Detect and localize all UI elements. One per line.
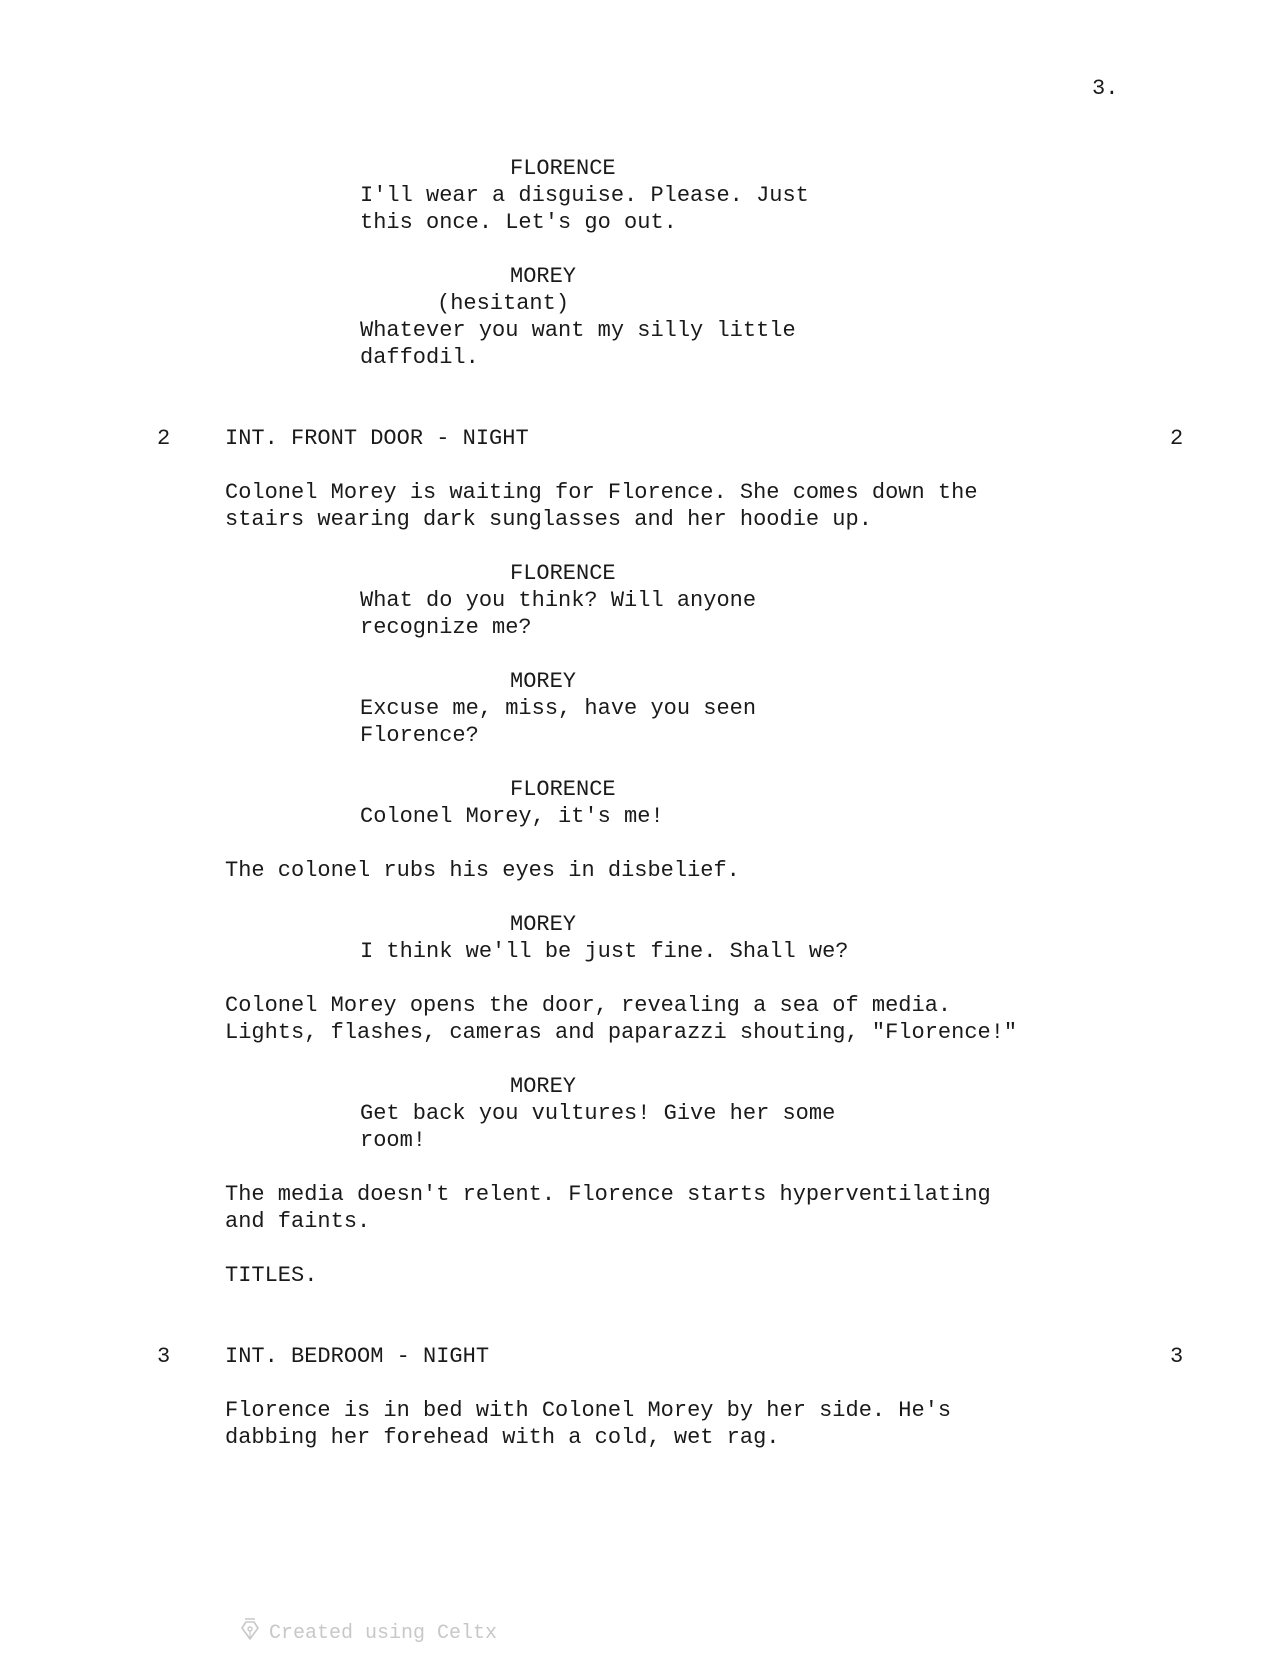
dialogue-line: I think we'll be just fine. Shall we? [360, 939, 849, 964]
scene-number-right: 2 [1170, 426, 1184, 451]
character-name: FLORENCE [510, 777, 616, 802]
character-name: MOREY [510, 264, 577, 289]
dialogue-line: Get back you vultures! Give her some [360, 1101, 836, 1126]
dialogue-line: daffodil. [360, 345, 479, 370]
action-line: stairs wearing dark sunglasses and her hoodie up. [225, 507, 872, 532]
pen-nib-icon [193, 1590, 269, 1677]
scene-heading: INT. BEDROOM - NIGHT [225, 1344, 490, 1369]
dialogue-line: recognize me? [360, 615, 532, 640]
character-name: MOREY [510, 912, 577, 937]
action-line: dabbing her forehead with a cold, wet rag. [225, 1425, 780, 1450]
page-number: 3. [1092, 76, 1119, 101]
action-line: and faints. [225, 1209, 371, 1234]
scene-number-left: 2 [157, 426, 171, 451]
character-name: MOREY [510, 1074, 577, 1099]
character-name: MOREY [510, 669, 577, 694]
action-line: Lights, flashes, cameras and paparazzi shouting, "Florence!" [225, 1020, 1018, 1045]
scene-number-left: 3 [157, 1344, 171, 1369]
dialogue-line: Colonel Morey, it's me! [360, 804, 664, 829]
action-line: The colonel rubs his eyes in disbelief. [225, 858, 740, 883]
character-name: FLORENCE [510, 156, 616, 181]
character-name: FLORENCE [510, 561, 616, 586]
action-line: The media doesn't relent. Florence starts hyperventilating [225, 1182, 991, 1207]
celtx-footer [193, 1590, 497, 1677]
action-line: Colonel Morey is waiting for Florence. She comes down the [225, 480, 978, 505]
dialogue-line: I'll wear a disguise. Please. Just [360, 183, 809, 208]
action-line: Florence is in bed with Colonel Morey by her side. He's [225, 1398, 952, 1423]
footer-text: Created using Celtx [269, 1622, 498, 1645]
dialogue-line: Whatever you want my silly little [360, 318, 796, 343]
parenthetical: (hesitant) [437, 291, 570, 316]
dialogue-line: room! [360, 1128, 427, 1153]
dialogue-line: What do you think? Will anyone [360, 588, 757, 613]
action-line: Colonel Morey opens the door, revealing a sea of media. [225, 993, 952, 1018]
action-line: TITLES. [225, 1263, 318, 1288]
scene-number-right: 3 [1170, 1344, 1184, 1369]
dialogue-line: Excuse me, miss, have you seen [360, 696, 757, 721]
dialogue-line: Florence? [360, 723, 479, 748]
scene-heading: INT. FRONT DOOR - NIGHT [225, 426, 529, 451]
dialogue-line: this once. Let's go out. [360, 210, 677, 235]
